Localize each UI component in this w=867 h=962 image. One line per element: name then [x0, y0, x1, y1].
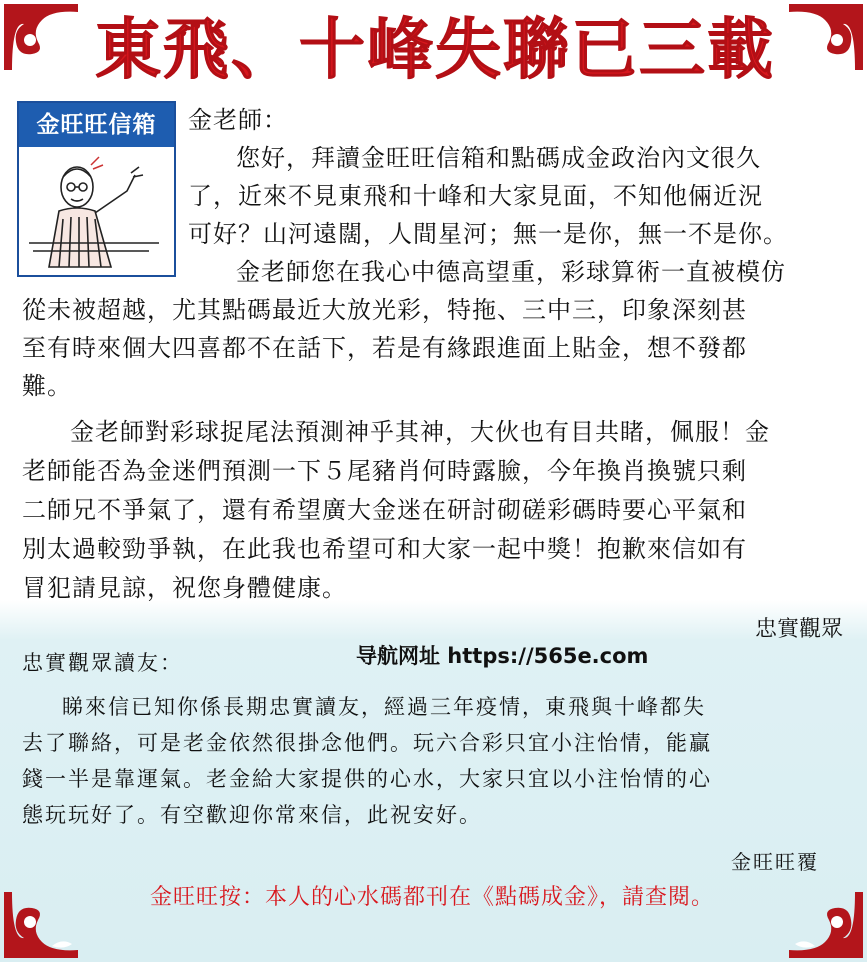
reply-salutation: 忠實觀眾讀友：: [22, 651, 183, 675]
letter-line: 難。: [22, 372, 72, 400]
ornament-corner-top-left-icon: [2, 2, 80, 72]
reply-signature: 金旺旺覆: [731, 850, 819, 874]
letter-line: 別太過較勁爭執，在此我也希望可和大家一起中獎！抱歉來信如有: [22, 535, 747, 563]
reply-line: 去了聯絡，可是老金依然很掛念他們。玩六合彩只宜小注怡情，能贏: [22, 731, 712, 755]
letter-line: 可好？山河遠闊，人間星河；無一是你，無一不是你。: [188, 220, 788, 248]
letter-line: 金老師對彩球捉尾法預測神乎其神，大伙也有目共睹，佩服！金: [70, 418, 770, 446]
letter-line: 至有時來個大四喜都不在話下，若是有緣跟進面上貼金，想不發都: [22, 334, 747, 362]
editor-footnote: 金旺旺按：本人的心水碼都刊在《點碼成金》，請查閱。: [149, 885, 714, 910]
letter-line: 從未被超越，尤其點碼最近大放光彩，特拖、三中三，印象深刻甚: [22, 296, 747, 324]
ornament-corner-bottom-left-icon: [2, 890, 80, 960]
reply-line: 態玩玩好了。有空歡迎你常來信，此祝安好。: [22, 803, 482, 827]
letter-line: 二師兄不爭氣了，還有希望廣大金迷在研討砌磋彩碼時要心平氣和: [22, 496, 747, 524]
reply-line: 睇來信已知你係長期忠實讀友，經過三年疫情，東飛與十峰都失: [62, 695, 706, 719]
page-title: 東飛、十峰失聯已三載: [95, 11, 775, 88]
navigation-link[interactable]: 导航网址 https://565e.com: [356, 644, 649, 668]
letter-line: 您好，拜讀金旺旺信箱和點碼成金政治內文很久: [236, 144, 761, 172]
letter-line: 金老師您在我心中德高望重，彩球算術一直被模仿: [236, 258, 786, 286]
column-badge-label: 金旺旺信箱: [19, 103, 174, 147]
ornament-corner-bottom-right-icon: [787, 890, 865, 960]
reply-line: 錢一半是靠運氣。老金給大家提供的心水，大家只宜以小注怡情的心: [22, 767, 712, 791]
letter-line: 老師能否為金迷們預測一下５尾豬肖何時露臉，今年換肖換號只剩: [22, 457, 747, 485]
letter-signature: 忠實觀眾: [754, 617, 843, 642]
ornament-corner-top-right-icon: [787, 2, 865, 72]
letter-line: 了，近來不見東飛和十峰和大家見面，不知他倆近況: [188, 182, 763, 210]
letter-line: 冒犯請見諒，祝您身體健康。: [22, 574, 347, 602]
columnist-pointing-icon: [19, 147, 174, 273]
column-badge: [17, 101, 176, 277]
letter-salutation: 金老師：: [188, 106, 288, 134]
